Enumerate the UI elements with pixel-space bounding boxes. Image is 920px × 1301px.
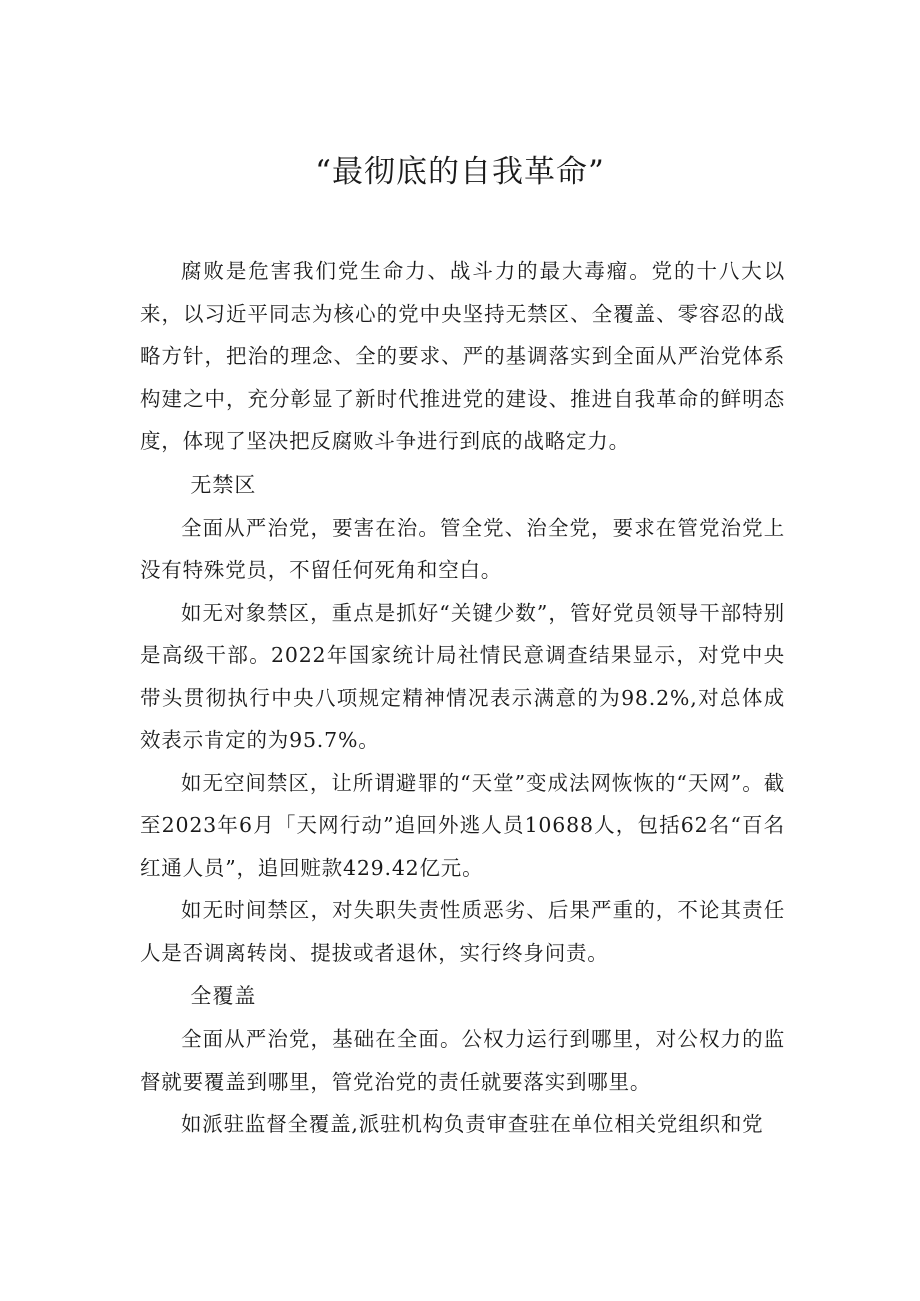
paragraph: 如无对象禁区，重点是抓好“关键少数”，管好党员领导干部特别是高级干部。2022年国家统计局社情民意调查结果显示，对党中央带头贯彻执行中央八项规定精神情况表示满意的为98.2%,对总体成效表示肯定的为95.7%。: [140, 600, 785, 752]
document-body: [140, 250, 785, 1146]
document-title: “最彻底的自我革命”: [315, 154, 605, 190]
section-heading-no-forbidden-zone: 无禁区: [190, 472, 257, 497]
paragraph: 如无时间禁区，对失职失责性质恶劣、后果严重的，不论其责任人是否调离转岗、提拔或者退休，实行终身问责。: [140, 898, 785, 965]
intro-paragraph: 腐败是危害我们党生命力、战斗力的最大毒瘤。党的十八大以来，以习近平同志为核心的党中央坚持无禁区、全覆盖、零容忍的战略方针，把治的理念、全的要求、严的基调落实到全面从严治党体系构建之中，充分彰显了新时代推进党的建设、推进自我革命的鲜明态度，体现了坚决把反腐败斗争进行到底的战略定力。: [140, 259, 785, 453]
paragraph: 如无空间禁区，让所谓避罪的“天堂”变成法网恢恢的“天网”。截至2023年6月「天网行动”追回外逃人员10688人，包括62名“百名红通人员”，追回赃款429.42亿元。: [140, 770, 785, 880]
paragraph: 全面从严治党，基础在全面。公权力运行到哪里，对公权力的监督就要覆盖到哪里，管党治党的责任就要落实到哪里。: [140, 1027, 785, 1094]
section-heading-full-coverage: 全覆盖: [190, 984, 257, 1008]
paragraph: 全面从严治党，要害在治。管全党、治全党，要求在管党治党上没有特殊党员，不留任何死角和空白。: [140, 515, 785, 582]
paragraph: 如派驻监督全覆盖,派驻机构负责审查驻在单位相关党组织和党: [181, 1112, 764, 1136]
